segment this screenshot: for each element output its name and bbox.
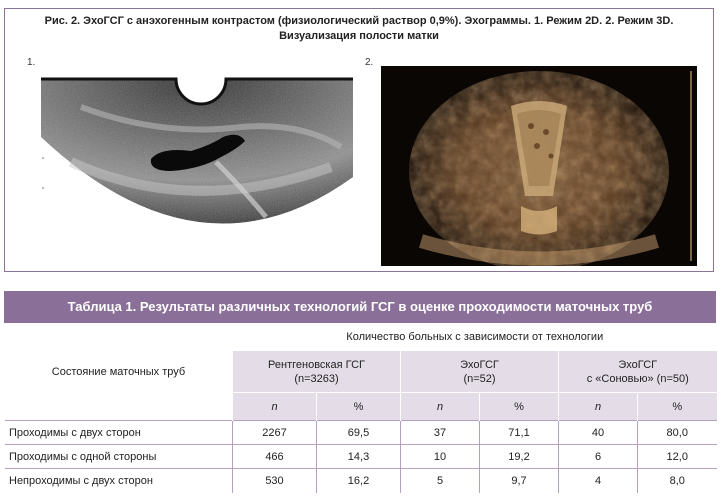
results-table bbox=[4, 323, 717, 493]
group-header-label: Количество больных с зависимости от технологии bbox=[346, 331, 604, 343]
row-header-label: Состояние маточных труб bbox=[51, 366, 186, 378]
tech-header-echo-sonovue bbox=[559, 351, 717, 393]
row-label: Проходимы с двух сторон bbox=[5, 421, 233, 445]
results-table-block bbox=[4, 291, 716, 493]
sub-pct-sonovue: % bbox=[638, 393, 717, 421]
row-label: Проходимы с одной стороны bbox=[5, 445, 233, 469]
tech-sonovue-line2: с «Соновью» (n=50) bbox=[586, 372, 689, 385]
cell-value: 12,0 bbox=[638, 445, 717, 469]
cell-value: 37 bbox=[401, 421, 480, 445]
cell-value: 71,1 bbox=[480, 421, 559, 445]
cell-value: 19,2 bbox=[480, 445, 559, 469]
cell-value: 4 bbox=[559, 469, 638, 493]
cell-value: 5 bbox=[401, 469, 480, 493]
row-header-cell bbox=[5, 324, 233, 421]
tech-echo-line2: (n=52) bbox=[463, 372, 496, 385]
figure-caption-line2: Визуализация полости матки bbox=[279, 30, 439, 42]
tech-header-xray bbox=[233, 351, 401, 393]
ultrasound-2d-image bbox=[41, 67, 353, 267]
ultrasound-2d-svg bbox=[41, 67, 353, 267]
ultrasound-3d-svg bbox=[381, 66, 697, 266]
tech-sonovue-line1: ЭхоГСГ bbox=[618, 358, 658, 371]
cell-value: 16,2 bbox=[317, 469, 401, 493]
sub-pct-xray: % bbox=[317, 393, 401, 421]
panel1-label: 1. bbox=[27, 57, 36, 68]
table-title: Таблица 1. Результаты различных технологий ГСГ в оценке проходимости маточных труб bbox=[4, 291, 716, 323]
cell-value: 9,7 bbox=[480, 469, 559, 493]
cell-value: 69,5 bbox=[317, 421, 401, 445]
tech-xray-line1: Рентгеновская ГСГ bbox=[268, 358, 365, 371]
cell-value: 530 bbox=[233, 469, 317, 493]
figure-caption-line1: Рис. 2. ЭхоГСГ с анэхогенным контрастом (физиологический раствор 0,9%). Эхограммы. 1. Режим 2D. 2. Режим 3D. bbox=[44, 15, 674, 27]
tech-echo-line1: ЭхоГСГ bbox=[460, 358, 499, 371]
sub-n-echo: n bbox=[401, 393, 480, 421]
cell-value: 6 bbox=[559, 445, 638, 469]
cell-value: 10 bbox=[401, 445, 480, 469]
panel2-label: 2. bbox=[365, 57, 374, 68]
figure-caption bbox=[5, 14, 713, 44]
cell-value: 8,0 bbox=[638, 469, 717, 493]
tech-header-echo bbox=[401, 351, 559, 393]
sub-pct-echo: % bbox=[480, 393, 559, 421]
figure-panel bbox=[4, 8, 714, 272]
group-header-cell bbox=[233, 324, 717, 351]
cell-value: 80,0 bbox=[638, 421, 717, 445]
cell-value: 40 bbox=[559, 421, 638, 445]
row-label: Непроходимы с двух сторон bbox=[5, 469, 233, 493]
table-row bbox=[5, 469, 717, 493]
cell-value: 466 bbox=[233, 445, 317, 469]
tech-xray-line2: (n=3263) bbox=[294, 372, 339, 385]
sub-n-xray: n bbox=[233, 393, 317, 421]
table-row bbox=[5, 421, 717, 445]
cell-value: 14,3 bbox=[317, 445, 401, 469]
cell-value: 2267 bbox=[233, 421, 317, 445]
sub-n-sonovue: n bbox=[559, 393, 638, 421]
ultrasound-3d-image bbox=[381, 66, 697, 266]
table-row bbox=[5, 445, 717, 469]
